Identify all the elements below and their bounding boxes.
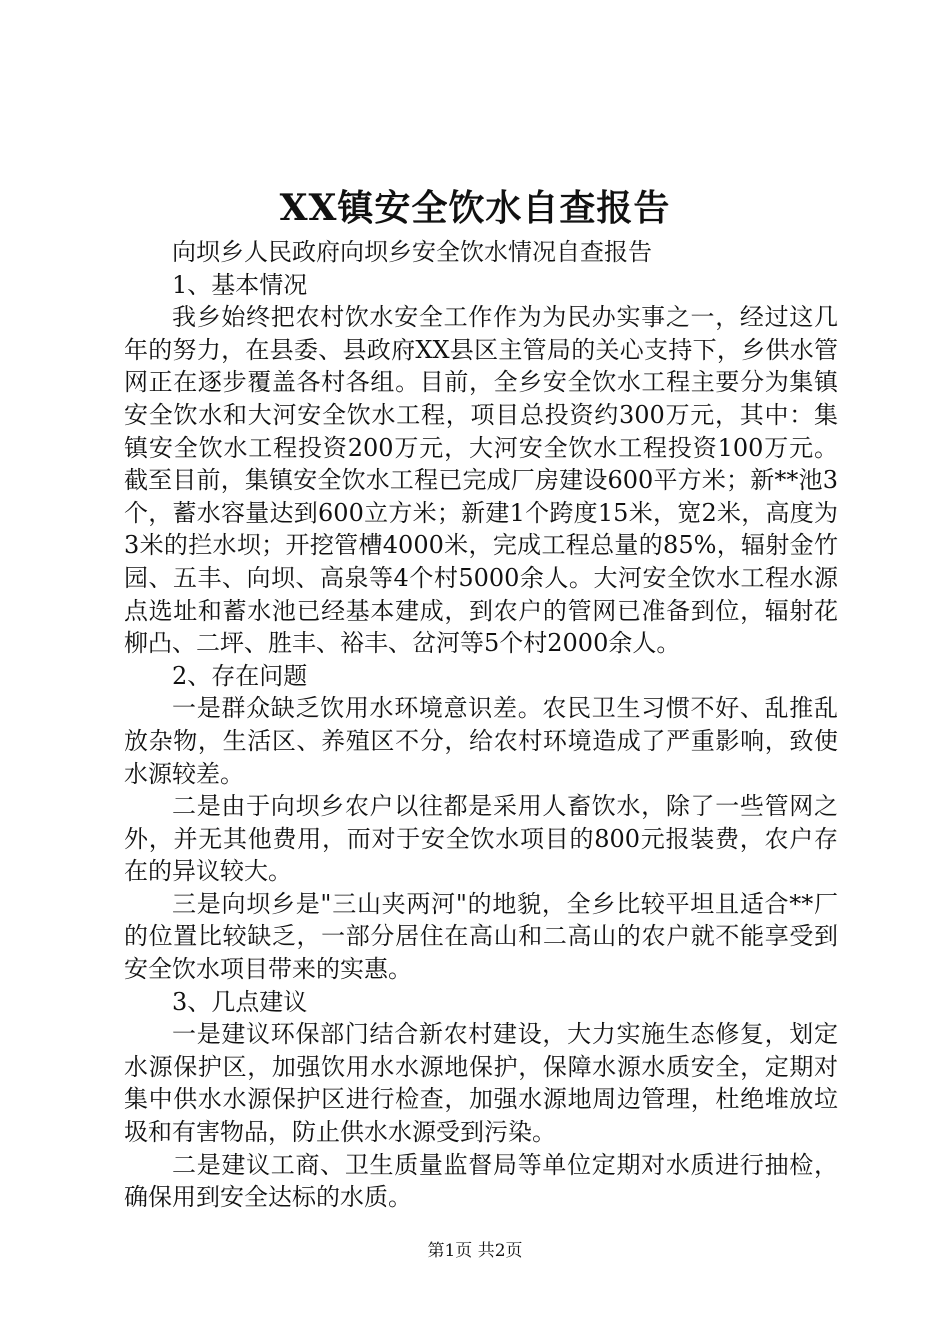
paragraph-basic-situation: 我乡始终把农村饮水安全工作作为为民办实事之一，经过这几年的努力，在县委、县政府XX县区主管局的关心支持下，乡供水管网正在逐步覆盖各村各组。目前，全乡安全饮水工程主要分为集镇安全饮水和大河安全饮水工程，项目总投资约300万元，其中：集镇安全饮水工程投资200万元，大河安全饮水工程投资100万元。截至目前，集镇安全饮水工程已完成厂房建设600平方米；新**池3个，蓄水容量达到600立方米；新建1个跨度15米，宽2米，高度为3米的拦水坝；开挖管槽4000米，完成工程总量的85%，辐射金竹园、五丰、向坝、高泉等4个村5000余人。大河安全饮水工程水源点选址和蓄水池已经基本建成，到农户的管网已准备到位，辐射花柳凸、二坪、胜丰、裕丰、岔河等5个村2000余人。 (124, 303, 838, 658)
subtitle-paragraph: 向坝乡人民政府向坝乡安全饮水情况自查报告 (172, 238, 652, 266)
paragraph-suggestion-2: 二是建议工商、卫生质量监督局等单位定期对水质进行抽检，确保用到安全达标的水质。 (124, 1150, 838, 1212)
section-heading-problems: 2、存在问题 (172, 661, 308, 690)
document-title: XX镇安全饮水自查报告 (279, 187, 671, 229)
section-heading-basic-situation: 1、基本情况 (172, 270, 308, 299)
document-body (124, 236, 838, 1214)
paragraph-problem-2: 二是由于向坝乡农户以往都是采用人畜饮水，除了一些管网之外，并无其他费用，而对于安全饮水项目的800元报装费，农户存在的异议较大。 (124, 792, 838, 886)
section-heading-suggestions: 3、几点建议 (172, 987, 308, 1016)
paragraph-problem-1: 一是群众缺乏饮用水环境意识差。农民卫生习惯不好、乱推乱放杂物，生活区、养殖区不分，给农村环境造成了严重影响，致使水源较差。 (124, 694, 838, 788)
paragraph-suggestion-1: 一是建议环保部门结合新农村建设，大力实施生态修复，划定水源保护区，加强饮用水水源地保护，保障水源水质安全，定期对集中供水水源保护区进行检查，加强水源地周边管理，杜绝堆放垃圾和有害物品，防止供水水源受到污染。 (124, 1020, 838, 1147)
paragraph-problem-3: 三是向坝乡是"三山夹两河"的地貌，全乡比较平坦且适合**厂的位置比较缺乏，一部分居住在高山和二高山的农户就不能享受到安全饮水项目带来的实惠。 (124, 889, 838, 984)
page-number-footer: 第1页 共2页 (427, 1241, 523, 1261)
